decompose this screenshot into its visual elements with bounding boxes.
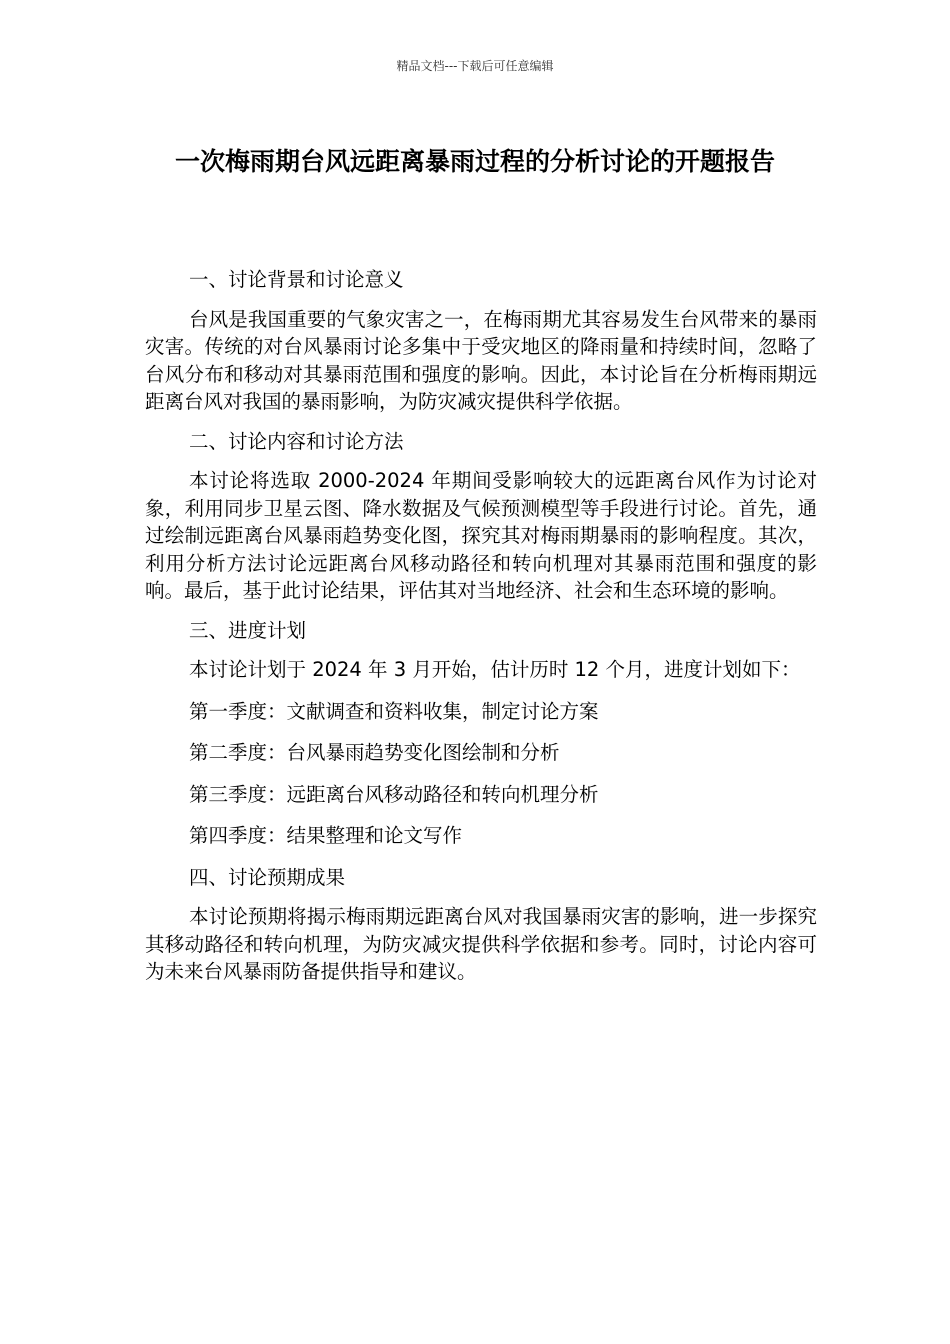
section-heading: 二、讨论内容和讨论方法: [189, 429, 404, 453]
body-paragraph: 本讨论将选取 2000-2024 年期间受影响较大的远距离台风作为讨论对象，利用同步卫星云图、降水数据及气候预测模型等手段进行讨论。首先，通过绘制远距离台风暴雨趋势变化图，探究其对梅雨期暴雨的影响程度。其次，利用分析方法讨论远距离台风移动路径和转向机理对其暴雨范围和强度的影响。最后，基于此讨论结果，评估其对当地经济、社会和生态环境的影响。: [145, 469, 817, 602]
section-expected-results: [145, 864, 817, 986]
schedule-item-q1: 第一季度：文献调查和资料收集，制定讨论方案: [189, 699, 599, 723]
section-heading: 四、讨论预期成果: [189, 865, 346, 889]
section-schedule: [145, 617, 817, 850]
page-header: 精品文档---下载后可任意编辑: [396, 59, 554, 73]
schedule-item-q2: 第二季度：台风暴雨趋势变化图绘制和分析: [189, 741, 560, 764]
body-paragraph: 本讨论预期将揭示梅雨期远距离台风对我国暴雨灾害的影响，进一步探究其移动路径和转向机理，为防灾减灾提供科学依据和参考。同时，讨论内容可为未来台风暴雨防备提供指导和建议。: [145, 905, 817, 983]
section-heading: 一、讨论背景和讨论意义: [189, 268, 404, 291]
section-heading: 三、进度计划: [189, 618, 307, 642]
section-background: [145, 266, 817, 416]
section-content-methods: [145, 428, 817, 605]
schedule-intro: 本讨论计划于 2024 年 3 月开始，估计历时 12 个月，进度计划如下：: [189, 658, 801, 681]
document-body: [145, 266, 817, 998]
schedule-item-q4: 第四季度：结果整理和论文写作: [189, 824, 463, 847]
body-paragraph: 台风是我国重要的气象灾害之一，在梅雨期尤其容易发生台风带来的暴雨灾害。传统的对台风暴雨讨论多集中于受灾地区的降雨量和持续时间，忽略了台风分布和移动对其暴雨范围和强度的影响。因此，本讨论旨在分析梅雨期远距离台风对我国的暴雨影响，为防灾减灾提供科学依据。: [145, 307, 817, 413]
schedule-item-q3: 第三季度：远距离台风移动路径和转向机理分析: [189, 782, 599, 806]
document-title: 一次梅雨期台风远距离暴雨过程的分析讨论的开题报告: [174, 147, 775, 176]
